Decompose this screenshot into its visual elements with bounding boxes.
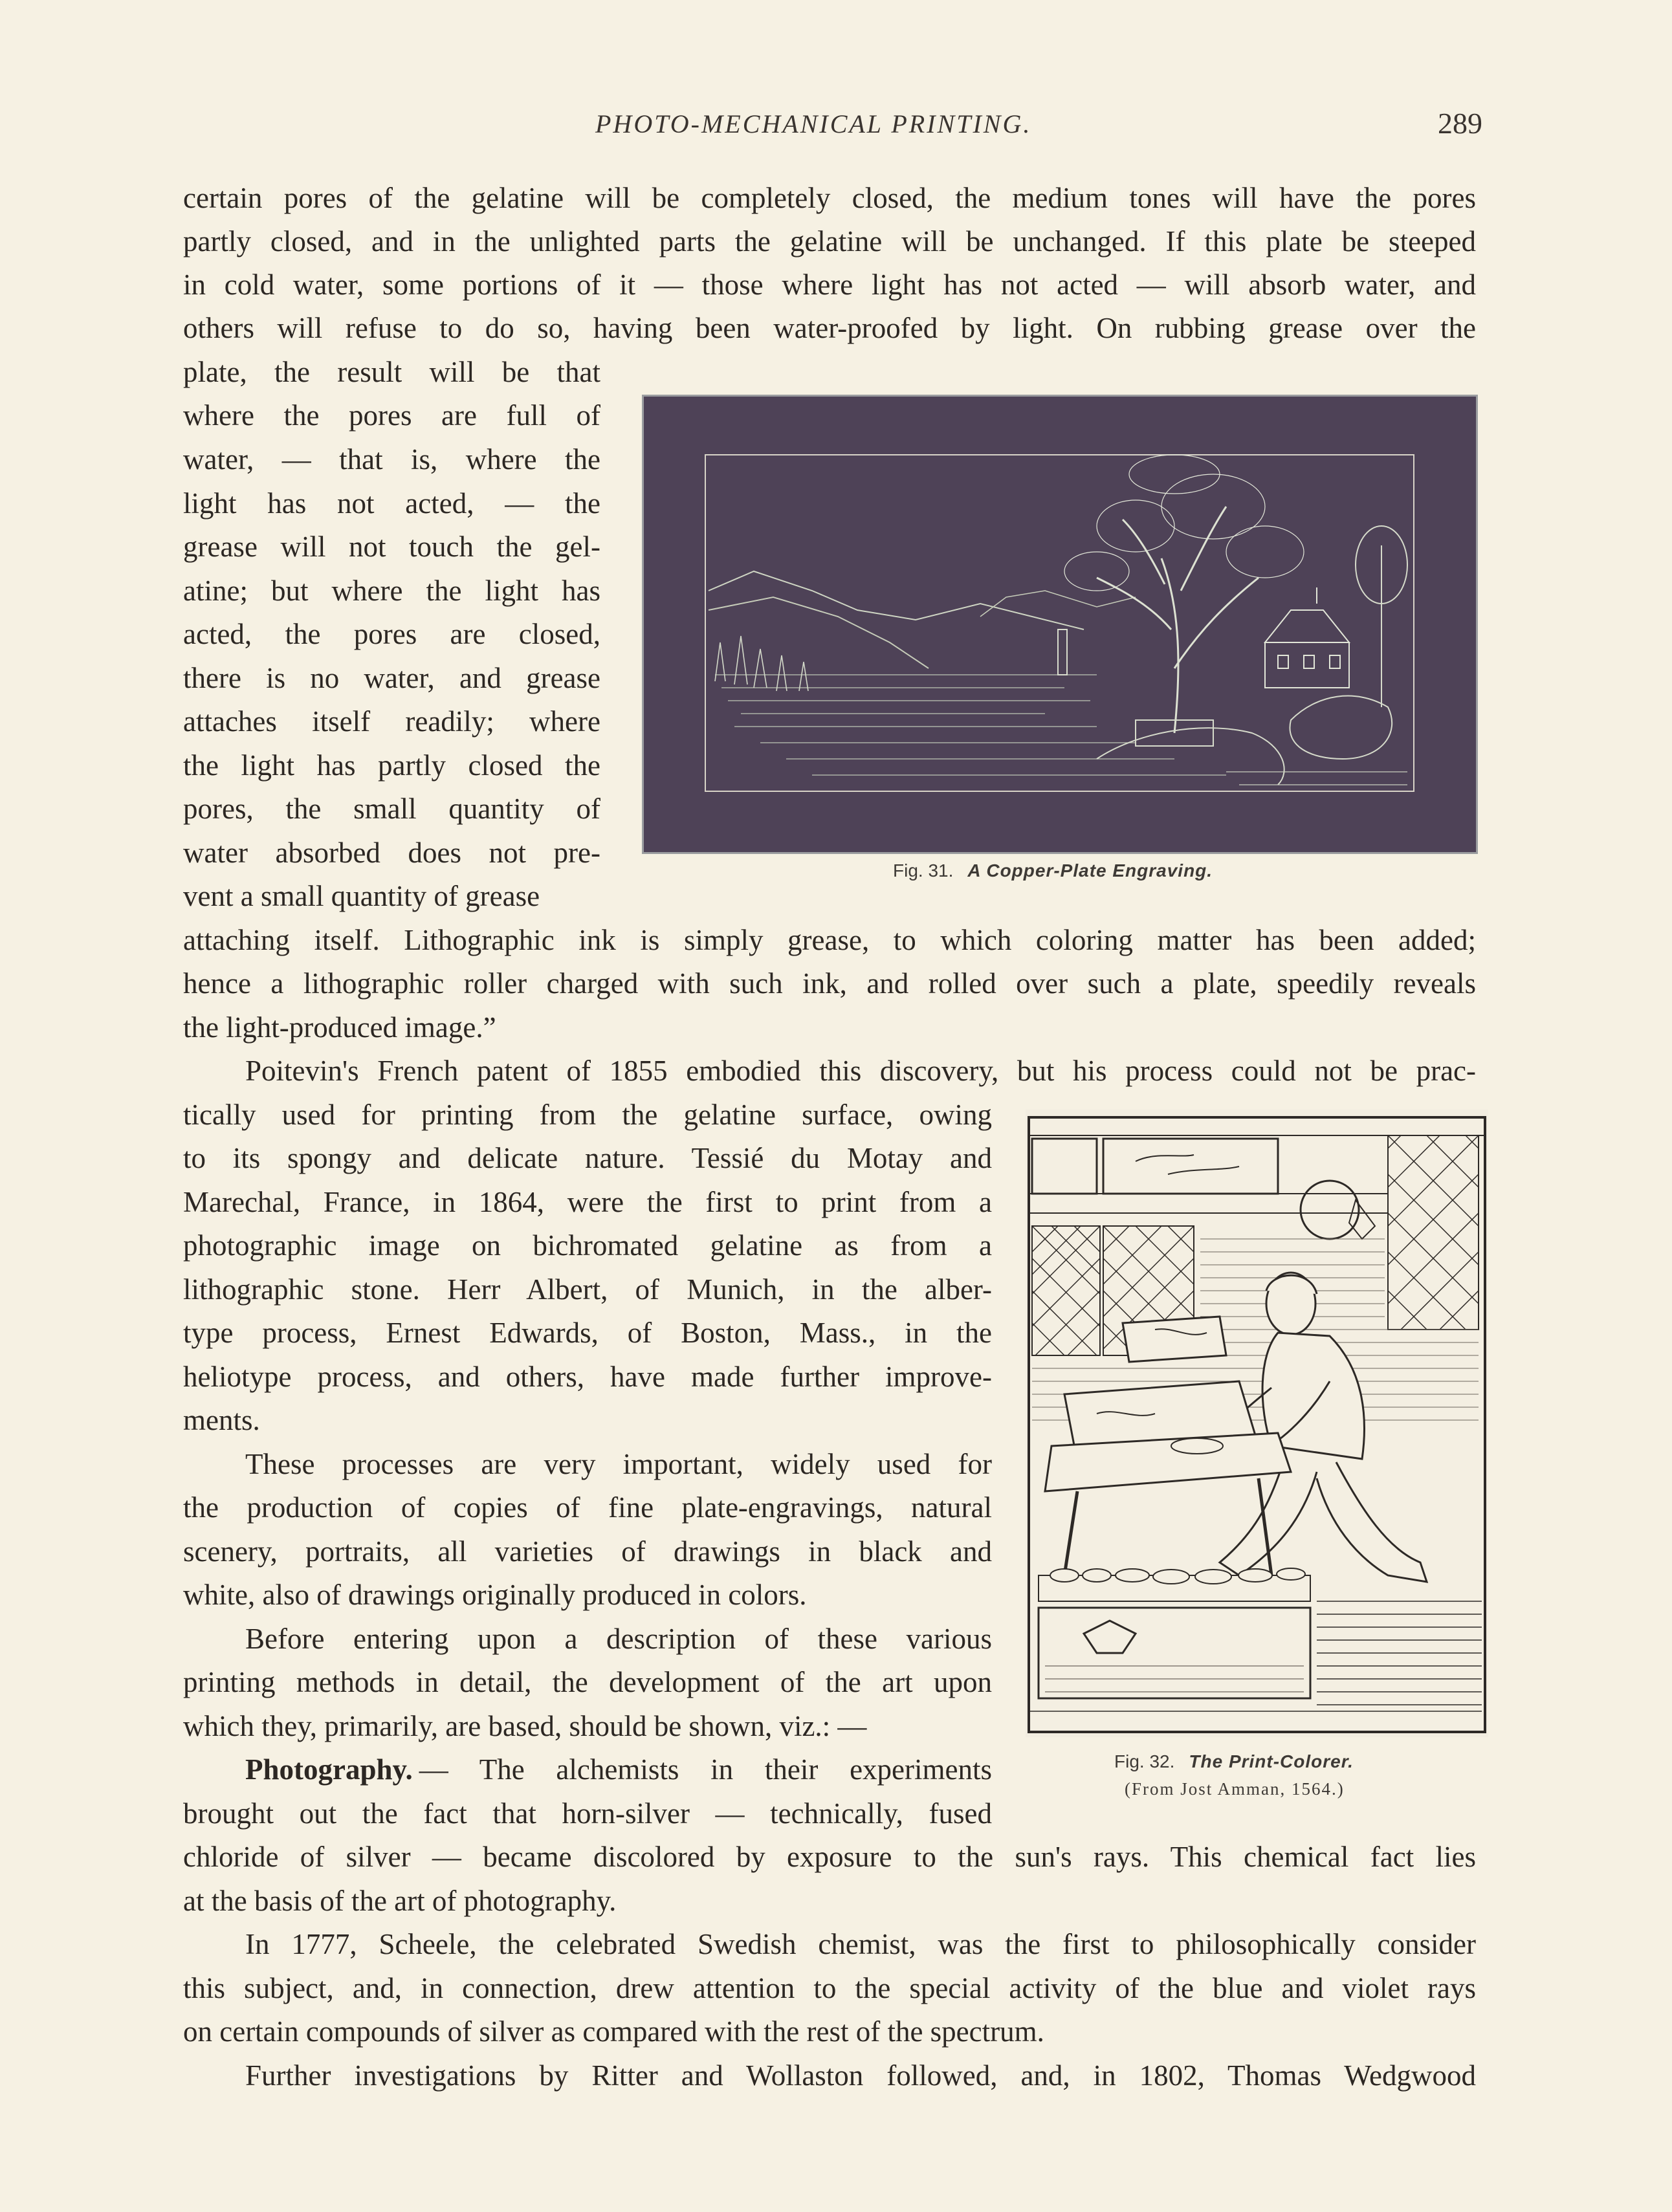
text-line: the light has partly closed the (183, 749, 600, 782)
text-line: there is no water, and grease (183, 662, 600, 694)
text-line: white, also of drawings originally produced in colors. (183, 1579, 807, 1611)
figure-32-title: The Print-Colorer. (1189, 1751, 1354, 1771)
text-line: lithographic stone. Herr Albert, of Munich, in the alber- (183, 1273, 992, 1306)
text-line: vent a small quantity of grease (183, 880, 540, 912)
text-line: attaches itself readily; where (183, 705, 600, 738)
text-line: printing methods in detail, the development of the art upon (183, 1666, 992, 1698)
figure-31-caption (893, 860, 1346, 889)
running-head (0, 109, 1672, 148)
text-line: the production of copies of fine plate-engravings, natural (183, 1491, 992, 1524)
text-line: in cold water, some portions of it — those where light has not acted — will absorb water, and (183, 268, 1476, 301)
figure-32-source: (From Jost Amman, 1564.) (1125, 1779, 1345, 1799)
text-line: heliotype process, and others, have made further improve- (183, 1361, 992, 1393)
text-line: chloride of silver — became discolored by exposure to the sun's rays. This chemical fact lies (183, 1841, 1476, 1873)
text-line: Further investigations by Ritter and Wollaston followed, and, in 1802, Thomas Wedgwood (245, 2059, 1476, 2092)
running-title: PHOTO-MECHANICAL PRINTING. (595, 109, 1032, 138)
print-colorer-woodcut-image (1026, 1110, 1488, 1737)
text-line: scenery, portraits, all varieties of drawings in black and (183, 1535, 992, 1568)
figure-31-number: Fig. 31. (893, 860, 954, 881)
text-line: tically used for printing from the gelatine surface, owing (183, 1099, 992, 1131)
text-line: to its spongy and delicate nature. Tessié du Motay and (183, 1142, 992, 1174)
text-line: hence a lithographic roller charged with such ink, and rolled over such a plate, speedily reveals (183, 967, 1476, 1000)
text-line: ments. (183, 1404, 260, 1436)
copper-plate-engraving-image (644, 397, 1476, 852)
text-line: which they, primarily, are based, should be shown, viz.: — (183, 1710, 867, 1742)
text-line: others will refuse to do so, having been water-proofed by light. On rubbing grease over the (183, 312, 1476, 344)
figure-32-number: Fig. 32. (1114, 1751, 1175, 1771)
text-run: — The alchemists in their experiments (419, 1753, 992, 1786)
text-line: the light-produced image.” (183, 1011, 496, 1044)
text-line: light has not acted, — the (183, 487, 600, 520)
text-line: at the basis of the art of photography. (183, 1885, 617, 1917)
text-line: photographic image on bichromated gelatine as from a (183, 1229, 992, 1262)
figure-31-copper-plate (642, 395, 1478, 854)
text-line: brought out the fact that horn-silver — technically, fused (183, 1797, 992, 1830)
text-line: acted, the pores are closed, (183, 618, 600, 650)
text-line: grease will not touch the gel- (183, 531, 600, 563)
figure-31-title: A Copper-Plate Engraving. (967, 860, 1213, 881)
text-line: Poitevin's French patent of 1855 embodied this discovery, but his process could not be prac- (245, 1055, 1476, 1087)
text-line: attaching itself. Lithographic ink is simply grease, to which coloring matter has been added; (183, 924, 1476, 956)
page-number: 289 (1438, 107, 1482, 140)
text-line: water, — that is, where the (183, 443, 600, 476)
text-line: atine; but where the light has (183, 575, 600, 607)
text-line: pores, the small quantity of (183, 793, 600, 825)
text-line: this subject, and, in connection, drew attention to the special activity of the blue and violet rays (183, 1972, 1476, 2004)
section-heading-photography: Photography. (245, 1753, 413, 1786)
text-line: plate, the result will be that (183, 356, 600, 388)
text-line: where the pores are full of (183, 399, 600, 432)
figure-32-print-colorer (1026, 1110, 1488, 1737)
figure-32-caption (1114, 1748, 1451, 1805)
text-line: certain pores of the gelatine will be completely closed, the medium tones will have the pores (183, 182, 1476, 214)
text-line: Marechal, France, in 1864, were the first to print from a (183, 1186, 992, 1218)
text-line: These processes are very important, widely used for (245, 1448, 992, 1480)
text-line: type process, Ernest Edwards, of Boston, Mass., in the (183, 1317, 992, 1349)
text-line: In 1777, Scheele, the celebrated Swedish chemist, was the first to philosophically consider (245, 1928, 1476, 1960)
text-line (183, 1750, 992, 1789)
text-line: on certain compounds of silver as compared with the rest of the spectrum. (183, 2015, 1044, 2048)
text-line: partly closed, and in the unlighted parts the gelatine will be unchanged. If this plate be steeped (183, 225, 1476, 257)
text-line: Before entering upon a description of these various (245, 1623, 992, 1655)
text-line: water absorbed does not pre- (183, 837, 600, 869)
